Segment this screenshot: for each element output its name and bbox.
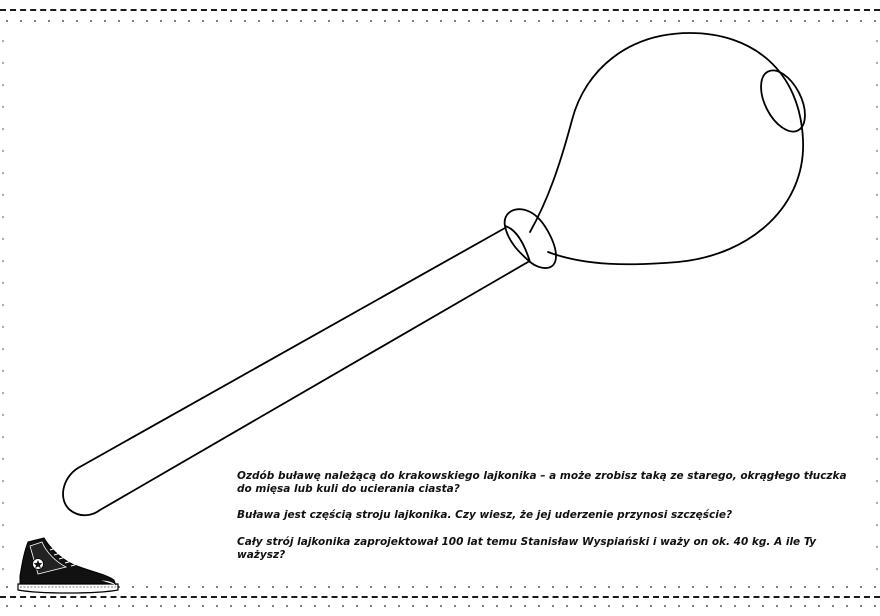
fun-fact: Buława jest częścią stroju lajkonika. Czy wiesz, że jej uderzenie przynosi szczęście? xyxy=(237,509,733,521)
sneaker-icon xyxy=(16,534,120,596)
weight-question: Cały strój lajkonika zaprojektował 100 lat temu Stanisław Wyspiański i waży on ok. 40 kg. A ile Ty ważysz? xyxy=(237,536,817,561)
mace-head-outline xyxy=(530,33,803,264)
mace-head-highlight xyxy=(752,63,814,138)
mace-collar xyxy=(505,209,556,268)
mace-collar-inner xyxy=(505,226,530,262)
worksheet-text xyxy=(237,470,857,562)
task-instruction: Ozdób buławę należącą do krakowskiego lajkonika – a może zrobisz taką ze starego, okrągłego tłuczka do mięsa lub kuli do ucierania ciasta? xyxy=(237,470,847,495)
